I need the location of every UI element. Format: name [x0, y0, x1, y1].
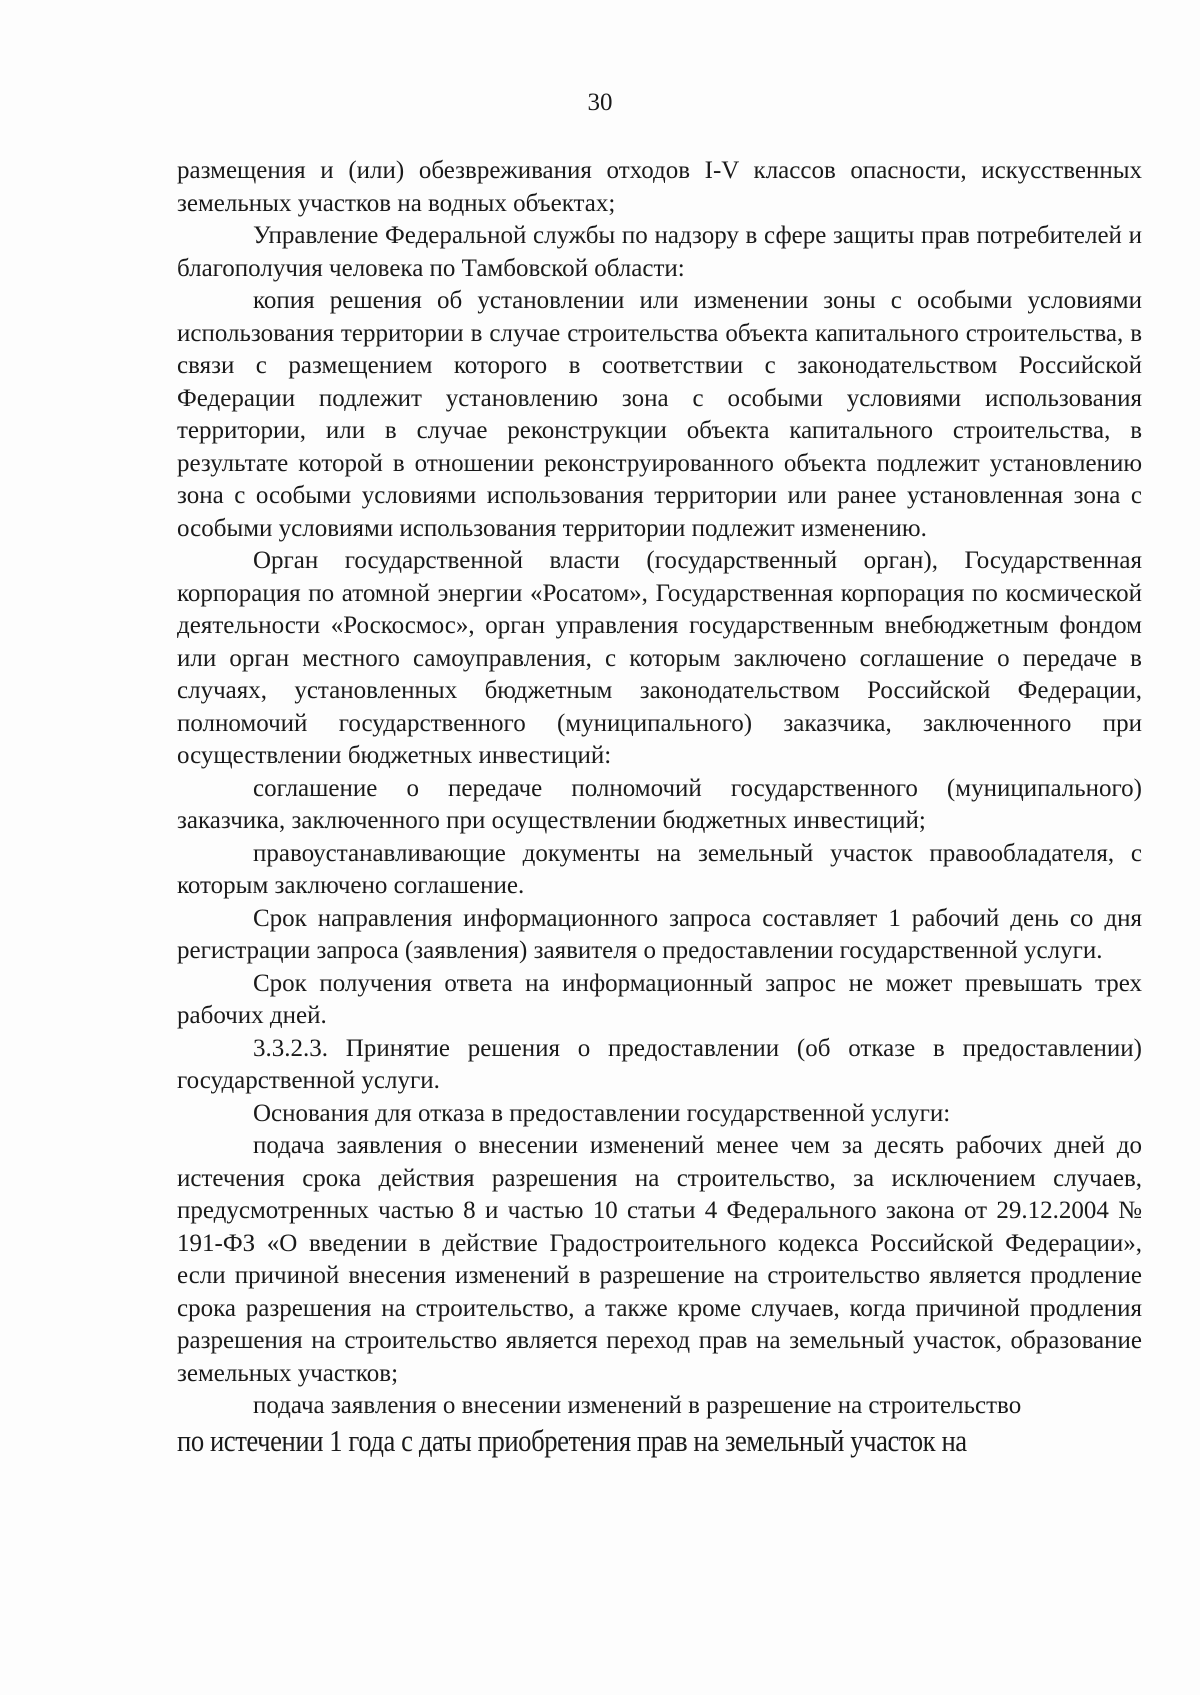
paragraph-refusal-ground-2: подача заявления о внесении изменений в разрешение на строительство: [253, 1392, 1022, 1419]
paragraph-title-documents: правоустанавливающие документы на земельный участок правообладателя, с которым заключено соглашение.: [177, 839, 1142, 899]
paragraph-agreement: соглашение о передаче полномочий государственного (муниципального) заказчика, заключенного при осуществлении бюджетных инвестиций;: [177, 774, 1142, 834]
paragraph-refusal-grounds: Основания для отказа в предоставлении государственной услуги:: [253, 1099, 951, 1127]
paragraph-zone-decision-copy: копия решения об установлении или изменении зоны с особыми условиями использования территории в случае строительства объекта капитального строительства, в связи с размещением которого в соответствии с законодательством Российской Федерации подлежит установлению зона с особыми условиями использования территории, или в случае реконструкции объекта капитального строительства, в результате которой в отношении реконструированного объекта подлежит установлению зона с особыми условиями использования территории или ранее установленная зона с особыми условиями использования территории подлежит изменению.: [177, 287, 1142, 542]
paragraph-state-authority: Орган государственной власти (государственный орган), Государственная корпорация по атомной энергии «Росатом», Государственная корпорация по космической деятельности «Роскосмос», орган управления государственным внебюджетным фондом или орган местного самоуправления, с которым заключено соглашение о передаче в случаях, установленных бюджетным законодательством Российской Федерации, полномочий государственного (муниципального) заказчика, заключенного при осуществлении бюджетных инвестиций:: [177, 547, 1142, 769]
paragraph-request-deadline: Срок направления информационного запроса составляет 1 рабочий день со дня регистрации запроса (заявления) заявителя о предоставлении государственной услуги.: [177, 904, 1142, 964]
document-body: [177, 155, 1142, 1459]
paragraph-last-line: по истечении 1 года с даты приобретения прав на земельный участок на: [177, 1422, 967, 1458]
paragraph-rospotrebnadzor: Управление Федеральной службы по надзору в сфере защиты прав потребителей и благополучия человека по Тамбовской области:: [177, 222, 1142, 282]
paragraph-response-deadline: Срок получения ответа на информационный запрос не может превышать трех рабочих дней.: [177, 969, 1142, 1029]
paragraph-refusal-ground-1: подача заявления о внесении изменений менее чем за десять рабочих дней до истечения срока действия разрешения на строительство, за исключением случаев, предусмотренных частью 8 и частью 10 статьи 4 Федерального закона от 29.12.2004 № 191-ФЗ «О введении в действие Градостроительного кодекса Российской Федерации», если причиной внесения изменений в разрешение на строительство является продление срока разрешения на строительство, а также кроме случаев, когда причиной продления разрешения на строительство является переход прав на земельный участок, образование земельных участков;: [177, 1132, 1142, 1387]
paragraph-continuation: размещения и (или) обезвреживания отходов I-V классов опасности, искусственных земельных участков на водных объектах;: [177, 157, 1142, 217]
paragraph-section-3-3-2-3: 3.3.2.3. Принятие решения о предоставлении (об отказе в предоставлении) государственной услуги.: [177, 1034, 1142, 1094]
page-number: 30: [587, 89, 613, 116]
